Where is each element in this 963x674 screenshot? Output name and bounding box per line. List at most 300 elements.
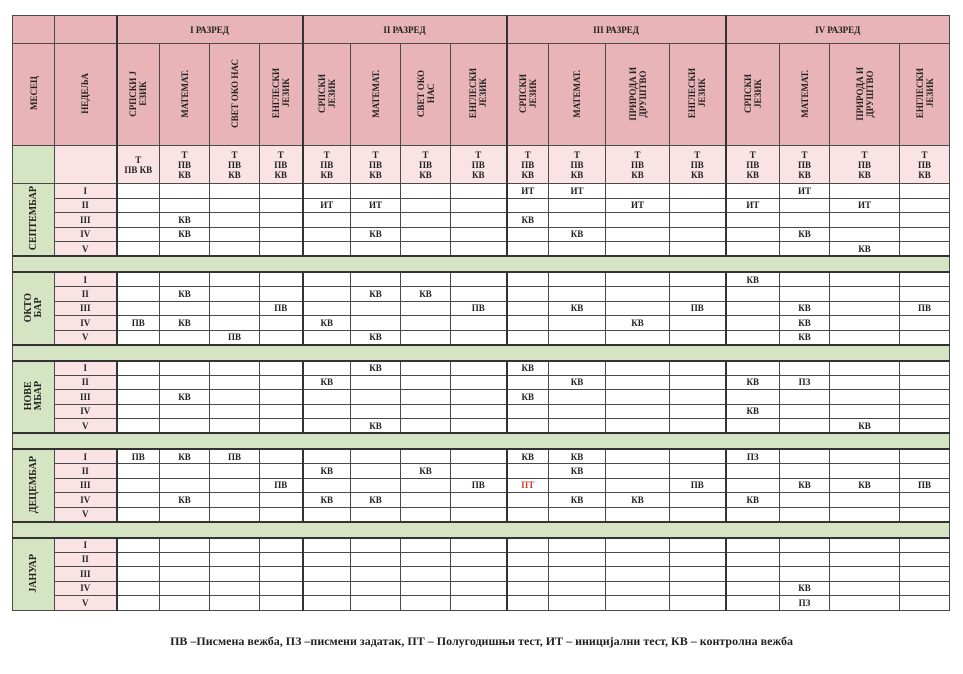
assessment-cell [549, 198, 606, 213]
assessment-cell [507, 375, 549, 390]
assessment-cell [351, 552, 401, 567]
assessment-cell [210, 404, 260, 419]
subject-header: МАТЕМАТ. [780, 44, 830, 146]
assessment-cell [117, 390, 160, 405]
assessment-cell [726, 507, 780, 522]
assessment-cell [670, 213, 726, 228]
assessment-cell [830, 184, 900, 199]
assessment-cell [260, 581, 303, 596]
month-cell: СЕПТЕМБАР [13, 184, 55, 257]
assessment-cell: ИТ [351, 198, 401, 213]
assessment-cell [900, 493, 950, 508]
assessment-cell: КВ [160, 493, 210, 508]
assessment-cell [303, 404, 351, 419]
assessment-cell [830, 596, 900, 611]
assessment-cell [670, 464, 726, 479]
grade-header: III РАЗРЕД [507, 16, 726, 44]
assessment-cell [900, 330, 950, 345]
week-cell: V [55, 596, 117, 611]
assessment-cell [303, 552, 351, 567]
assessment-cell [351, 404, 401, 419]
assessment-cell [117, 375, 160, 390]
assessment-cell [606, 272, 670, 287]
week-cell: II [55, 287, 117, 302]
assessment-cell: КВ [606, 493, 670, 508]
assessment-cell [351, 464, 401, 479]
week-cell: I [55, 184, 117, 199]
assessment-cell [117, 272, 160, 287]
week-cell: IV [55, 316, 117, 331]
assessment-cell: ПВ [900, 301, 950, 316]
assessment-cell [117, 567, 160, 582]
assessment-cell [160, 596, 210, 611]
assessment-cell [401, 507, 451, 522]
assessment-cell [160, 552, 210, 567]
assessment-cell [351, 213, 401, 228]
assessment-cell [401, 567, 451, 582]
assessment-cell: КВ [780, 301, 830, 316]
assessment-cell: КВ [549, 449, 606, 464]
assessment-cell [606, 464, 670, 479]
assessment-cell [606, 301, 670, 316]
assessment-cell [303, 538, 351, 553]
subject-header: ЕНГЛЕСКИ ЈЕЗИК [900, 44, 950, 146]
assessment-cell [451, 464, 507, 479]
assessment-cell [606, 375, 670, 390]
assessment-cell [900, 184, 950, 199]
week-cell: II [55, 464, 117, 479]
assessment-cell [451, 242, 507, 257]
assessment-cell: КВ [830, 242, 900, 257]
month-column-header: МЕСЕЦ [13, 44, 55, 146]
assessment-cell [507, 227, 549, 242]
assessment-cell [606, 330, 670, 345]
assessment-cell [606, 419, 670, 434]
week-cell: IV [55, 581, 117, 596]
assessment-cell [351, 507, 401, 522]
assessment-cell: КВ [549, 464, 606, 479]
assessment-cell [726, 301, 780, 316]
assessment-cell: ПВ [900, 478, 950, 493]
week-cell: IV [55, 493, 117, 508]
assessment-cell: ПЗ [780, 375, 830, 390]
assessment-cell [900, 198, 950, 213]
assessment-cell [401, 404, 451, 419]
assessment-cell [726, 464, 780, 479]
assessment-cell [780, 272, 830, 287]
assessment-cell [606, 227, 670, 242]
test-type-cell: Т ПВ КВ [780, 146, 830, 184]
assessment-cell [303, 361, 351, 376]
assessment-cell [900, 213, 950, 228]
grade-header: IV РАЗРЕД [726, 16, 950, 44]
assessment-cell [900, 464, 950, 479]
subject-header: ЕНГЛЕСКИ ЈЕЗИК [451, 44, 507, 146]
assessment-cell [780, 449, 830, 464]
assessment-cell [160, 478, 210, 493]
assessment-cell [160, 419, 210, 434]
assessment-cell: КВ [726, 375, 780, 390]
week-cell: II [55, 198, 117, 213]
test-type-cell: Т ПВ КВ [451, 146, 507, 184]
assessment-cell [507, 567, 549, 582]
assessment-cell [351, 390, 401, 405]
assessment-cell [507, 493, 549, 508]
assessment-cell [260, 287, 303, 302]
week-cell: V [55, 419, 117, 434]
grade-header: I РАЗРЕД [117, 16, 303, 44]
subject-header: ПРИРОДА И ДРУШТВО [606, 44, 670, 146]
assessment-cell [606, 390, 670, 405]
assessment-cell [451, 184, 507, 199]
assessment-cell [451, 419, 507, 434]
assessment-cell: КВ [303, 464, 351, 479]
assessment-cell [900, 375, 950, 390]
test-type-cell: Т ПВ КВ [351, 146, 401, 184]
week-cell: I [55, 272, 117, 287]
week-cell: I [55, 361, 117, 376]
assessment-cell [780, 538, 830, 553]
assessment-cell [117, 419, 160, 434]
assessment-cell [210, 567, 260, 582]
week-spacer [55, 146, 117, 184]
test-type-cell: Т ПВ КВ [160, 146, 210, 184]
week-cell: IV [55, 227, 117, 242]
assessment-cell [670, 316, 726, 331]
assessment-cell [303, 390, 351, 405]
assessment-cell [117, 404, 160, 419]
assessment-cell [160, 567, 210, 582]
assessment-cell [401, 596, 451, 611]
subject-header: СВЕТ ОКО НАС [210, 44, 260, 146]
assessment-cell [900, 567, 950, 582]
assessment-cell [670, 449, 726, 464]
assessment-cell: КВ [351, 287, 401, 302]
assessment-cell [900, 390, 950, 405]
test-type-cell: Т ПВ КВ [726, 146, 780, 184]
assessment-cell: КВ [780, 478, 830, 493]
assessment-cell [160, 330, 210, 345]
assessment-cell [117, 242, 160, 257]
assessment-cell [606, 552, 670, 567]
assessment-cell [117, 287, 160, 302]
assessment-cell: КВ [401, 464, 451, 479]
assessment-cell [451, 390, 507, 405]
assessment-cell: ПЗ [726, 449, 780, 464]
assessment-cell [401, 375, 451, 390]
assessment-cell [117, 361, 160, 376]
assessment-cell [260, 227, 303, 242]
assessment-cell [117, 464, 160, 479]
assessment-cell [507, 272, 549, 287]
month-separator [13, 522, 950, 538]
assessment-cell [549, 242, 606, 257]
assessment-cell [401, 184, 451, 199]
assessment-cell: КВ [830, 419, 900, 434]
assessment-cell [830, 390, 900, 405]
assessment-cell: КВ [606, 316, 670, 331]
assessment-cell [351, 242, 401, 257]
assessment-cell [670, 287, 726, 302]
assessment-cell: КВ [351, 227, 401, 242]
week-column-header: НЕДЕЉА [55, 44, 117, 146]
assessment-cell [260, 507, 303, 522]
assessment-cell [210, 375, 260, 390]
assessment-cell [507, 316, 549, 331]
assessment-cell [726, 567, 780, 582]
assessment-cell [507, 198, 549, 213]
week-cell: II [55, 375, 117, 390]
assessment-cell [830, 316, 900, 331]
assessment-cell [160, 301, 210, 316]
assessment-cell [507, 330, 549, 345]
assessment-cell [401, 552, 451, 567]
assessment-cell [160, 404, 210, 419]
week-cell: I [55, 538, 117, 553]
assessment-cell [117, 538, 160, 553]
assessment-cell [726, 227, 780, 242]
assessment-cell [507, 287, 549, 302]
assessment-cell [780, 507, 830, 522]
assessment-cell: КВ [549, 375, 606, 390]
assessment-cell [670, 330, 726, 345]
assessment-cell [210, 493, 260, 508]
assessment-cell [900, 538, 950, 553]
assessment-cell: КВ [160, 390, 210, 405]
assessment-cell [900, 361, 950, 376]
assessment-cell [260, 198, 303, 213]
assessment-cell [160, 198, 210, 213]
assessment-cell [549, 390, 606, 405]
assessment-cell [401, 198, 451, 213]
assessment-cell [549, 287, 606, 302]
assessment-cell [830, 507, 900, 522]
subject-header: СРПСКИ ЈЕЗИК [507, 44, 549, 146]
assessment-cell: КВ [780, 227, 830, 242]
assessment-cell: КВ [830, 478, 900, 493]
month-separator [13, 256, 950, 272]
assessment-cell [549, 538, 606, 553]
assessment-cell: ПВ [117, 449, 160, 464]
assessment-cell: КВ [549, 493, 606, 508]
assessment-cell [549, 316, 606, 331]
week-cell: III [55, 390, 117, 405]
assessment-cell [160, 242, 210, 257]
assessment-cell [780, 419, 830, 434]
assessment-cell [670, 272, 726, 287]
assessment-cell [507, 464, 549, 479]
test-type-cell: Т ПВ КВ [549, 146, 606, 184]
assessment-cell [900, 287, 950, 302]
assessment-cell [260, 419, 303, 434]
assessment-cell: КВ [160, 213, 210, 228]
assessment-cell [670, 227, 726, 242]
assessment-cell [401, 361, 451, 376]
assessment-cell [401, 330, 451, 345]
assessment-cell [670, 375, 726, 390]
assessment-cell: ПВ [260, 478, 303, 493]
assessment-cell [670, 390, 726, 405]
assessment-cell: КВ [351, 493, 401, 508]
assessment-cell [726, 316, 780, 331]
assessment-cell [351, 596, 401, 611]
legend: ПВ –Писмена вежба, ПЗ –писмени задатак, ПТ – Полугодишњи тест, ИТ – иницијални тест, КВ – контролна вежба [170, 634, 793, 648]
assessment-cell [303, 567, 351, 582]
assessment-cell [549, 552, 606, 567]
assessment-cell [117, 301, 160, 316]
assessment-cell: КВ [507, 361, 549, 376]
assessment-cell [451, 567, 507, 582]
assessment-cell [507, 242, 549, 257]
assessment-cell [549, 507, 606, 522]
assessment-cell [507, 419, 549, 434]
week-cell: III [55, 213, 117, 228]
assessment-cell [303, 272, 351, 287]
assessment-cell [210, 538, 260, 553]
assessment-cell [830, 538, 900, 553]
week-cell: V [55, 507, 117, 522]
assessment-cell [900, 419, 950, 434]
assessment-cell: ПЗ [780, 596, 830, 611]
week-cell: III [55, 567, 117, 582]
assessment-cell: КВ [780, 316, 830, 331]
week-cell: III [55, 478, 117, 493]
assessment-cell [260, 390, 303, 405]
assessment-cell [726, 596, 780, 611]
assessment-cell [210, 213, 260, 228]
assessment-cell [451, 449, 507, 464]
assessment-cell: КВ [160, 227, 210, 242]
assessment-cell [351, 375, 401, 390]
assessment-cell [260, 449, 303, 464]
assessment-cell [830, 464, 900, 479]
assessment-cell: ПВ [260, 301, 303, 316]
assessment-cell [303, 213, 351, 228]
schedule-table [12, 15, 950, 611]
assessment-cell: КВ [507, 213, 549, 228]
assessment-cell [830, 567, 900, 582]
assessment-cell: КВ [726, 493, 780, 508]
assessment-cell: КВ [160, 449, 210, 464]
subject-header: МАТЕМАТ. [351, 44, 401, 146]
assessment-cell [160, 184, 210, 199]
test-type-cell: Т ПВ КВ [117, 146, 160, 184]
assessment-cell: КВ [726, 272, 780, 287]
assessment-cell: ИТ [606, 198, 670, 213]
assessment-cell [830, 581, 900, 596]
assessment-cell [606, 449, 670, 464]
assessment-cell: КВ [303, 316, 351, 331]
month-cell: ОКТО БАР [13, 272, 55, 345]
assessment-cell [210, 242, 260, 257]
assessment-cell: ПВ [670, 301, 726, 316]
assessment-cell [117, 507, 160, 522]
assessment-cell [780, 213, 830, 228]
assessment-cell: КВ [303, 375, 351, 390]
assessment-cell [780, 404, 830, 419]
assessment-cell: КВ [351, 330, 401, 345]
test-type-cell: Т ПВ КВ [606, 146, 670, 184]
assessment-cell [670, 493, 726, 508]
assessment-cell [606, 242, 670, 257]
assessment-cell [210, 361, 260, 376]
assessment-cell [507, 507, 549, 522]
assessment-cell [830, 375, 900, 390]
assessment-cell [549, 419, 606, 434]
assessment-cell [351, 184, 401, 199]
assessment-cell [670, 198, 726, 213]
assessment-cell: КВ [780, 581, 830, 596]
assessment-cell: ПВ [451, 301, 507, 316]
assessment-cell [401, 227, 451, 242]
test-type-cell: Т ПВ КВ [507, 146, 549, 184]
assessment-cell [117, 552, 160, 567]
assessment-cell [260, 242, 303, 257]
assessment-cell: КВ [549, 301, 606, 316]
assessment-cell [549, 567, 606, 582]
assessment-cell [900, 242, 950, 257]
assessment-cell [726, 552, 780, 567]
assessment-cell [726, 361, 780, 376]
assessment-cell [451, 287, 507, 302]
assessment-cell: КВ [160, 316, 210, 331]
corner-cell [55, 16, 117, 44]
assessment-cell: КВ [549, 227, 606, 242]
week-cell: IV [55, 404, 117, 419]
assessment-cell [451, 361, 507, 376]
test-type-cell: Т ПВ КВ [830, 146, 900, 184]
assessment-cell [210, 552, 260, 567]
assessment-cell [210, 478, 260, 493]
assessment-cell [351, 449, 401, 464]
assessment-cell [507, 596, 549, 611]
subject-header: ЕНГЛЕСКИ ЈЕЗИК [260, 44, 303, 146]
assessment-cell [606, 478, 670, 493]
assessment-cell [401, 478, 451, 493]
assessment-cell [260, 538, 303, 553]
assessment-cell [303, 507, 351, 522]
assessment-cell [451, 375, 507, 390]
assessment-cell [117, 493, 160, 508]
assessment-cell [900, 596, 950, 611]
assessment-cell [726, 581, 780, 596]
week-cell: II [55, 552, 117, 567]
assessment-cell: КВ [780, 330, 830, 345]
assessment-cell [351, 567, 401, 582]
assessment-cell: ПВ [117, 316, 160, 331]
assessment-cell [303, 242, 351, 257]
test-type-cell: Т ПВ КВ [210, 146, 260, 184]
week-cell: III [55, 301, 117, 316]
assessment-cell [830, 213, 900, 228]
assessment-cell [549, 330, 606, 345]
assessment-cell: ПТ [507, 478, 549, 493]
assessment-cell [830, 449, 900, 464]
assessment-cell [900, 581, 950, 596]
assessment-cell [210, 390, 260, 405]
assessment-cell [260, 552, 303, 567]
assessment-cell [303, 287, 351, 302]
assessment-cell [780, 361, 830, 376]
subject-header: ЕНГЛЕСКИ ЈЕЗИК [670, 44, 726, 146]
assessment-cell [830, 404, 900, 419]
assessment-cell [507, 581, 549, 596]
subject-header: ПРИРОДА И ДРУШТВО [830, 44, 900, 146]
subject-header: СРПСКИ Ј ЕЗИК [117, 44, 160, 146]
assessment-cell [507, 552, 549, 567]
assessment-cell [830, 287, 900, 302]
assessment-cell [210, 419, 260, 434]
